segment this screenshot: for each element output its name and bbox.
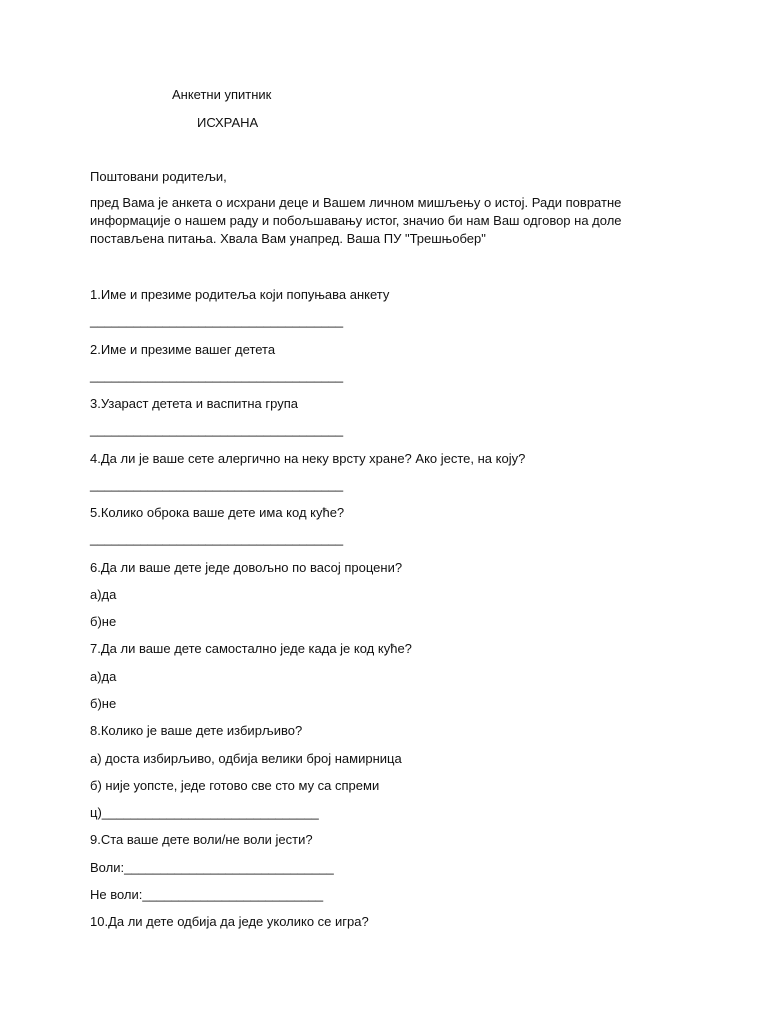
question-7: 7.Да ли ваше дете самостално једе када је код куће? [90, 641, 412, 656]
answer-blank-1[interactable]: ___________________________________ [90, 313, 344, 328]
greeting: Поштовани родитељи, [90, 169, 227, 184]
question-1: 1.Име и презиме родитеља који попуњава анкету [90, 287, 390, 302]
question-4: 4.Да ли је ваше сете алергично на неку врсту хране? Ако јесте, на коју? [90, 451, 526, 466]
question-6: 6.Да ли ваше дете једе довољно по васој процени? [90, 560, 403, 575]
document-title: Анкетни упитник [172, 87, 272, 102]
question-8: 8.Колико је ваше дете избирљиво? [90, 723, 303, 738]
answer-blank-2[interactable]: ___________________________________ [90, 368, 344, 383]
option-7a[interactable]: а)да [90, 669, 117, 684]
option-6a[interactable]: а)да [90, 587, 117, 602]
option-7b[interactable]: б)не [90, 696, 117, 711]
answer-blank-3[interactable]: ___________________________________ [90, 422, 344, 437]
question-10: 10.Да ли дете одбија да једе уколико се игра? [90, 914, 369, 929]
document-subtitle: ИСХРАНА [197, 115, 259, 130]
option-8b[interactable]: б) није уопсте, једе готово све сто му са спреми [90, 778, 380, 793]
option-8a[interactable]: а) доста избирљиво, одбија велики број намирница [90, 751, 402, 766]
option-8c[interactable]: ц)______________________________ [90, 805, 319, 820]
answer-blank-5[interactable]: ___________________________________ [90, 531, 344, 546]
question-5: 5.Колико оброка ваше дете има код куће? [90, 505, 345, 520]
intro-line: пред Вама је анкета о исхрани деце и Вашем личном мишљењу о истој. Ради повратне [90, 195, 622, 210]
intro-line: постављена питања. Хвала Вам унапред. Ваша ПУ "Трешњобер" [90, 231, 486, 246]
intro-paragraph [90, 194, 650, 248]
answer-blank-4[interactable]: ___________________________________ [90, 477, 344, 492]
question-2: 2.Име и презиме вашег детета [90, 342, 276, 357]
likes-field[interactable]: Воли:_____________________________ [90, 860, 334, 875]
question-3: 3.Узараст детета и васпитна група [90, 396, 298, 411]
intro-line: информације о нашем раду и побољшавању истог, значио би нам Ваш одговор на доле [90, 213, 622, 228]
question-9: 9.Ста ваше дете воли/не воли јести? [90, 832, 313, 847]
dislikes-field[interactable]: Не воли:_________________________ [90, 887, 324, 902]
option-6b[interactable]: б)не [90, 614, 117, 629]
